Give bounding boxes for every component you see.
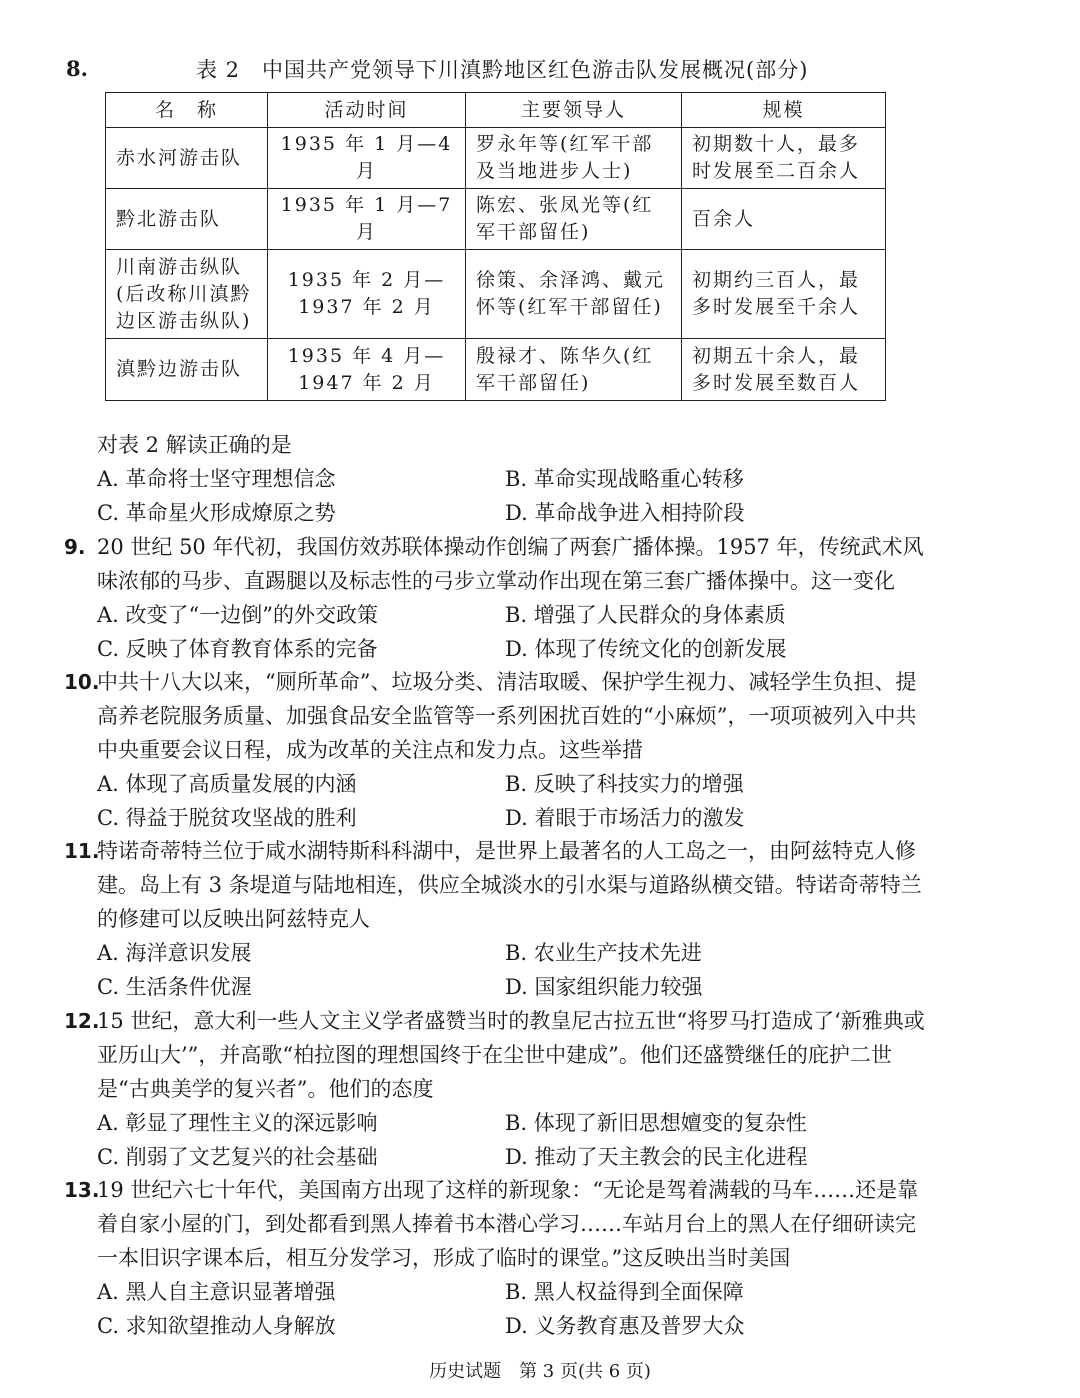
page-footer: 历史试题 第 3 页(共 6 页) — [429, 1361, 651, 1382]
stem-text: 中共十八大以来，“厕所革命”、垃圾分类、清洁取暖、保护学生视力、减轻学生负担、提高养老院服务质量、加强食品安全监管等一系列困扰百姓的“小麻烦”，一项项被列入中共中央重要会议日程，成为改革的关注点和发力点。这些举措 — [97, 670, 917, 762]
option-a[interactable]: A. 体现了高质量发展的内涵 — [97, 772, 357, 796]
table-cell: 赤水河游击队 — [106, 128, 268, 189]
table-cell: 1935 年 1 月—4 月 — [268, 128, 466, 189]
option-c[interactable]: C. 革命星火形成燎原之势 — [97, 501, 336, 525]
table-header: 规模 — [682, 93, 886, 128]
option-a[interactable]: A. 革命将士坚守理想信念 — [97, 467, 336, 491]
table-cell: 罗永年等(红军干部及当地进步人士) — [466, 128, 682, 189]
table-header: 名 称 — [106, 93, 268, 128]
options — [97, 462, 932, 530]
option-b[interactable]: B. 体现了新旧思想嬗变的复杂性 — [505, 1111, 807, 1135]
question-10 — [64, 665, 932, 835]
table-cell: 1935 年 2 月—1937 年 2 月 — [268, 250, 466, 339]
option-c[interactable]: C. 得益于脱贫攻坚战的胜利 — [97, 806, 357, 830]
option-d[interactable]: D. 体现了传统文化的创新发展 — [505, 637, 787, 661]
table-row — [106, 339, 886, 401]
question-9 — [64, 530, 932, 666]
guerrilla-table — [105, 92, 886, 401]
question-stem — [64, 834, 932, 936]
table-row — [106, 250, 886, 339]
table-caption: 表 2 中国共产党领导下川滇黔地区红色游击队发展概况(部分) — [196, 58, 809, 82]
option-c[interactable]: C. 生活条件优渥 — [97, 975, 252, 999]
option-d[interactable]: D. 国家组织能力较强 — [505, 975, 703, 999]
table-header: 主要领导人 — [466, 93, 682, 128]
option-d[interactable]: D. 义务教育惠及普罗大众 — [505, 1314, 745, 1338]
option-a[interactable]: A. 海洋意识发展 — [97, 941, 252, 965]
option-b[interactable]: B. 黑人权益得到全面保障 — [505, 1280, 744, 1304]
question-number: 8. — [66, 56, 88, 81]
question-stem — [64, 1173, 932, 1275]
table-cell: 殷禄才、陈华久(红军干部留任) — [466, 339, 682, 401]
stem-text: 19 世纪六七十年代，美国南方出现了这样的新现象：“无论是驾着满载的马车……还是靠着自家小屋的门，到处都看到黑人捧着书本潜心学习……车站月台上的黑人在仔细研读完一本旧识字课本后，相互分发学习，形成了临时的课堂。”这反映出当时美国 — [97, 1178, 919, 1270]
option-c[interactable]: C. 求知欲望推动人身解放 — [97, 1314, 336, 1338]
table-cell: 黔北游击队 — [106, 189, 268, 250]
table-cell: 初期约三百人，最多时发展至千余人 — [682, 250, 886, 339]
table-cell: 初期数十人，最多时发展至二百余人 — [682, 128, 886, 189]
table-header: 活动时间 — [268, 93, 466, 128]
options — [97, 1106, 932, 1174]
question-number: 13. — [64, 1178, 100, 1202]
option-a[interactable]: A. 黑人自主意识显著增强 — [97, 1280, 336, 1304]
table-cell: 百余人 — [682, 189, 886, 250]
question-number: 10. — [64, 670, 100, 694]
options — [97, 767, 932, 835]
stem-text: 20 世纪 50 年代初，我国仿效苏联体操动作创编了两套广播体操。1957 年，传统武术风味浓郁的马步、直踢腿以及标志性的弓步立掌动作出现在第三套广播体操中。这一变化 — [97, 535, 924, 593]
table-cell: 滇黔边游击队 — [106, 339, 268, 401]
option-b[interactable]: B. 增强了人民群众的身体素质 — [505, 603, 786, 627]
table-cell: 1935 年 4 月—1947 年 2 月 — [268, 339, 466, 401]
question-number: 12. — [64, 1009, 100, 1033]
table-cell: 初期五十余人，最多时发展至数百人 — [682, 339, 886, 401]
option-b[interactable]: B. 农业生产技术先进 — [505, 941, 702, 965]
question-number: 9. — [64, 535, 86, 559]
table-row — [106, 189, 886, 250]
question-stem — [64, 1004, 932, 1106]
question-13 — [64, 1173, 932, 1343]
question-12 — [64, 1004, 932, 1174]
table-header-row — [106, 93, 886, 128]
option-d[interactable]: D. 着眼于市场活力的激发 — [505, 806, 745, 830]
table-cell: 徐策、余泽鸿、戴元怀等(红军干部留任) — [466, 250, 682, 339]
stem-text: 特诺奇蒂特兰位于咸水湖特斯科科湖中，是世界上最著名的人工岛之一，由阿兹特克人修建。岛上有 3 条堤道与陆地相连，供应全城淡水的引水渠与道路纵横交错。特诺奇蒂特兰的修建可以反映出阿兹特克人 — [97, 839, 922, 931]
table-cell: 1935 年 1 月—7 月 — [268, 189, 466, 250]
table-cell: 陈宏、张凤光等(红军干部留任) — [466, 189, 682, 250]
question-number: 11. — [64, 839, 100, 863]
option-d[interactable]: D. 革命战争进入相持阶段 — [505, 501, 745, 525]
options — [97, 598, 932, 666]
question-stem — [64, 665, 932, 767]
table-cell: 川南游击纵队(后改称川滇黔边区游击纵队) — [106, 250, 268, 339]
options — [97, 1275, 932, 1343]
option-b[interactable]: B. 革命实现战略重心转移 — [505, 467, 744, 491]
question-11 — [64, 834, 932, 1004]
question-8-body — [97, 428, 932, 530]
stem-text: 15 世纪，意大利一些人文主义学者盛赞当时的教皇尼古拉五世“将罗马打造成了‘新雅典或亚历山大’”，并高歌“柏拉图的理想国终于在尘世中建成”。他们还盛赞继任的庇护二世是“古典美学的复兴者”。他们的态度 — [97, 1009, 925, 1101]
table-row — [106, 128, 886, 189]
option-a[interactable]: A. 改变了“一边倒”的外交政策 — [97, 603, 378, 627]
question-stem — [64, 530, 932, 598]
options — [97, 936, 932, 1004]
question-stem: 对表 2 解读正确的是 — [97, 433, 292, 457]
option-c[interactable]: C. 削弱了文艺复兴的社会基础 — [97, 1145, 378, 1169]
option-c[interactable]: C. 反映了体育教育体系的完备 — [97, 637, 378, 661]
option-a[interactable]: A. 彰显了理性主义的深远影响 — [97, 1111, 378, 1135]
option-d[interactable]: D. 推动了天主教会的民主化进程 — [505, 1145, 808, 1169]
option-b[interactable]: B. 反映了科技实力的增强 — [505, 772, 744, 796]
